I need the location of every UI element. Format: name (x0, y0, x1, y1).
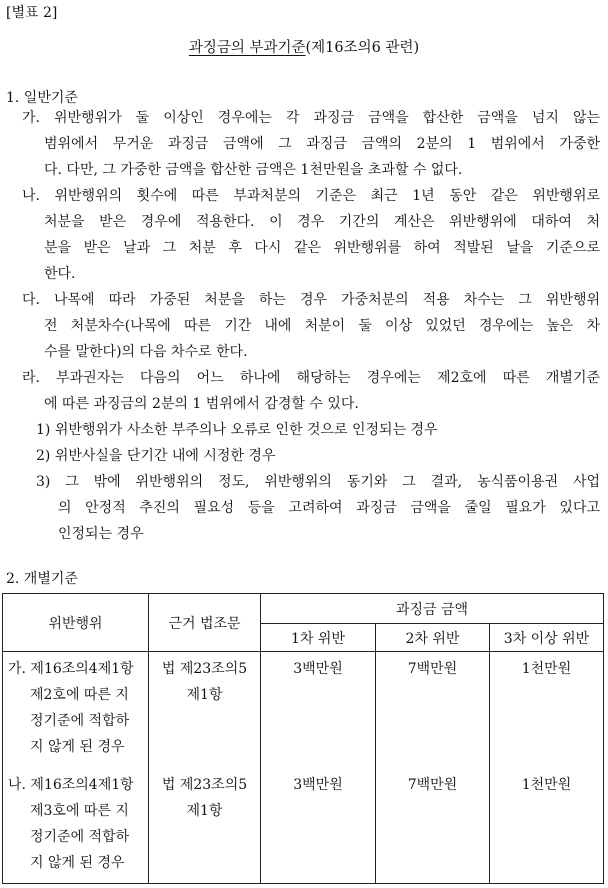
para-ga-line: 범위에서 무거운 과징금 금액에 그 과징금 금액의 2분의 1 범위에서 가중한 (44, 136, 600, 152)
legal-basis-cell (149, 652, 261, 884)
ra-item-3-line: 인정되는 경우 (58, 526, 144, 542)
second-amount-cell (376, 652, 490, 884)
violation-line: 지 않게 된 경우 (30, 855, 125, 871)
ra-item-1: 1) 위반행위가 사소한 부주의나 오류로 인한 것으로 인정되는 경우 (36, 422, 438, 438)
amount-value: 1천만원 (521, 661, 572, 677)
penalty-table (2, 593, 604, 884)
ra-item-2: 2) 위반사실을 단기간 내에 시정한 경우 (36, 448, 276, 464)
ra-item-3-line: 3) 그 밖에 위반행위의 정도, 위반행위의 동기와 그 결과, 농식품이용권 사업 (36, 474, 600, 490)
header-legal-basis: 근거 법조문 (149, 594, 261, 652)
header-penalty-amount: 과징금 금액 (261, 594, 604, 624)
ra-item-3-line: 의 안정적 추진의 필요성 등을 고려하여 과징금 금액을 줄일 필요가 있다고 (58, 500, 600, 516)
violation-line: 지 않게 된 경우 (30, 739, 125, 755)
violation-line: 가. 제16조의4제1항 (8, 661, 134, 677)
title-main: 과징금의 부과기준 (188, 40, 306, 56)
para-da-line: 다. 나목에 따라 가중된 처분을 하는 경우 가중처분의 적용 차수는 그 위반행위 (22, 292, 600, 308)
para-da-line: 전 처분차수(나목에 따른 기간 내에 처분이 둘 이상 있었던 경우에는 높은 차 (44, 318, 600, 334)
document-title (0, 36, 608, 57)
section-individual-heading: 2. 개별기준 (6, 571, 78, 587)
amount-value: 7백만원 (407, 777, 458, 793)
third-amount-cell (490, 652, 604, 884)
para-na-line: 한다. (44, 266, 76, 282)
amount-value: 3백만원 (293, 777, 343, 793)
para-ra-line: 라. 부과권자는 다음의 어느 하나에 해당하는 경우에는 제2호에 따른 개별기준 (22, 370, 600, 386)
annex-tag: [별표 2] (6, 5, 58, 21)
violation-line: 제2호에 따른 지 (30, 687, 129, 703)
basis-line: 법 제23조의5 (161, 777, 248, 793)
violation-line: 정기준에 적합하 (30, 829, 130, 845)
basis-line: 법 제23조의5 (161, 661, 248, 677)
para-da-line: 수를 말한다)의 다음 차수로 한다. (44, 344, 248, 360)
section-general-heading: 1. 일반기준 (6, 90, 78, 106)
para-ra-line: 에 따른 과징금의 2분의 1 범위에서 감경할 수 있다. (44, 396, 359, 412)
para-ga-line: 다. 다만, 그 가중한 금액을 합산한 금액은 1천만원을 초과할 수 없다. (44, 162, 463, 178)
para-na-line: 나. 위반행위의 횟수에 따른 부과처분의 기준은 최근 1년 동안 같은 위반행위로 (22, 188, 600, 204)
violation-cell (3, 652, 149, 884)
amount-value: 7백만원 (407, 661, 458, 677)
para-ga-line: 가. 위반행위가 둘 이상인 경우에는 각 과징금 금액을 합산한 금액을 넘지 않는 (22, 110, 600, 126)
amount-value: 1천만원 (521, 777, 572, 793)
violation-line: 정기준에 적합하 (30, 713, 130, 729)
header-violation: 위반행위 (3, 594, 149, 652)
header-third-violation: 3차 이상 위반 (490, 624, 604, 652)
table-row (3, 652, 604, 884)
header-second-violation: 2차 위반 (376, 624, 490, 652)
basis-line: 제1항 (186, 803, 223, 819)
para-na-line: 분을 받은 날과 그 처분 후 다시 같은 위반행위를 하여 적발된 날을 기준으로 (44, 240, 600, 256)
header-first-violation: 1차 위반 (261, 624, 376, 652)
basis-line: 제1항 (186, 687, 223, 703)
violation-line: 제3호에 따른 지 (30, 803, 129, 819)
amount-value: 3백만원 (293, 661, 343, 677)
title-sub: (제16조의6 관련) (305, 40, 420, 56)
violation-line: 나. 제16조의4제1항 (8, 777, 134, 793)
first-amount-cell (261, 652, 376, 884)
para-na-line: 처분을 받은 경우에 적용한다. 이 경우 기간의 계산은 위반행위에 대하여 처 (44, 214, 600, 230)
